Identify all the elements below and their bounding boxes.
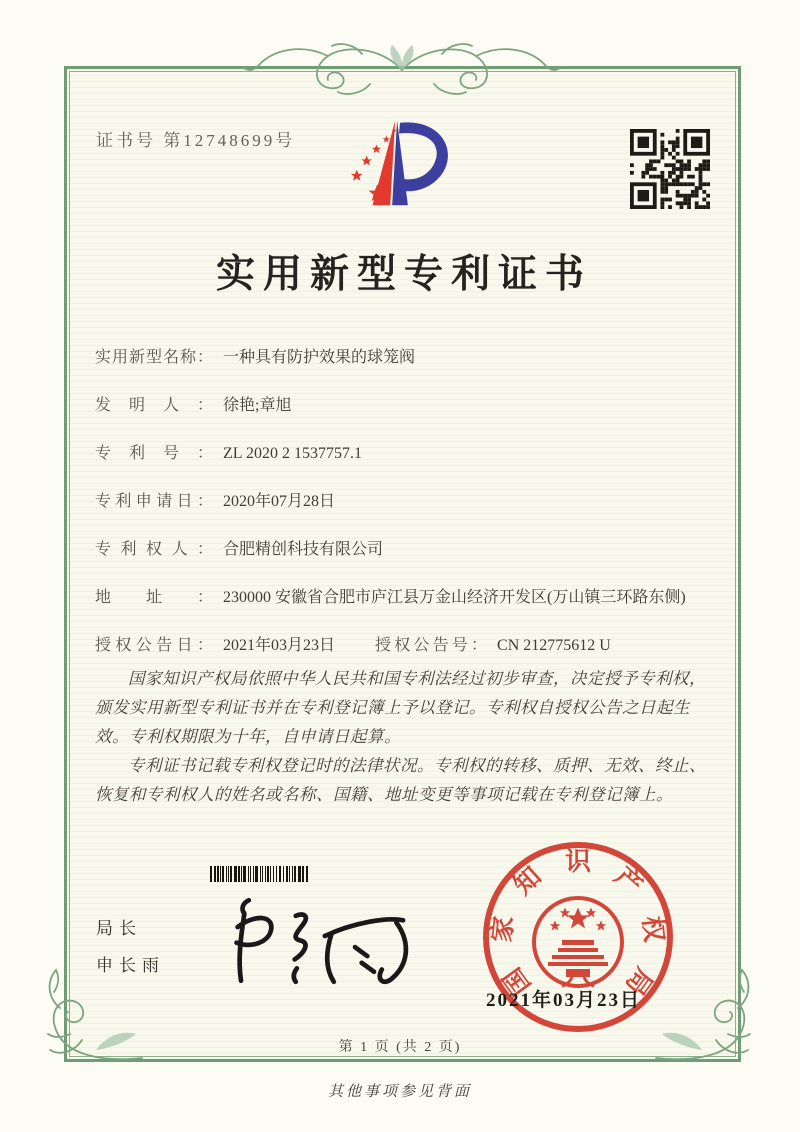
legal-paragraph: 国家知识产权局依照中华人民共和国专利法经过初步审查，决定授予专利权，颁发实用新型专利证书并在专利登记簿上予以登记。专利权自授权公告之日起生效。专利权期限为十年，自申请日起算。 — [95, 669, 706, 746]
field-label: 专利号： — [95, 445, 213, 462]
field-label: 专利权人： — [95, 541, 213, 558]
signature-script — [222, 893, 412, 989]
field-list — [95, 343, 718, 661]
field-label: 授权公告日： — [95, 637, 213, 654]
commissioner-name: 申长雨 — [96, 956, 165, 975]
field-value: 2021年03月23日 — [223, 637, 336, 654]
seal-char: 家 — [487, 914, 519, 944]
barcode — [210, 866, 308, 882]
grant-row — [95, 631, 718, 661]
cnipa-logo-icon — [343, 114, 461, 214]
certificate-number: 证书号 第12748699号 — [96, 131, 296, 150]
grant-number-pair — [375, 631, 611, 661]
seal-char: 识 — [564, 847, 592, 876]
field-label: 发明人： — [95, 397, 213, 414]
field-label: 实用新型名称： — [95, 349, 213, 366]
field-row-inventor — [95, 391, 718, 421]
field-value: 一种具有防护效果的球笼阀 — [223, 349, 416, 366]
field-label: 地址： — [95, 589, 213, 606]
field-value: ZL 2020 2 1537757.1 — [223, 445, 362, 462]
certificate-title: 实用新型专利证书 — [215, 253, 592, 296]
seal-char: 国 — [497, 962, 537, 1001]
page-number: 第 1 页 (共 2 页) — [338, 1040, 462, 1055]
legal-body — [95, 664, 716, 809]
field-value: 合肥精创科技有限公司 — [223, 541, 384, 558]
seal-char: 局 — [619, 962, 659, 1001]
field-row-name — [95, 343, 718, 373]
field-row-filing-date — [95, 487, 718, 517]
national-emblem-icon — [534, 898, 622, 986]
seal-date: 2021年03月23日 — [486, 990, 642, 1011]
field-value: 230000 安徽省合肥市庐江县万金山经济开发区(万山镇三环路东侧) — [223, 589, 686, 606]
field-label: 专利申请日： — [95, 493, 213, 510]
seal-char: 知 — [508, 861, 547, 901]
legal-paragraph: 专利证书记载专利权登记时的法律状况。专利权的转移、质押、无效、终止、恢复和专利权人的姓名或名称、国籍、地址变更等事项记载在专利登记簿上。 — [95, 756, 706, 804]
back-side-note: 其他事项参见背面 — [327, 1084, 472, 1100]
field-value: CN 212775612 U — [497, 637, 611, 654]
field-value: 2020年07月28日 — [223, 493, 336, 510]
grant-date-pair — [95, 631, 335, 661]
field-value: 徐艳;章旭 — [223, 397, 292, 414]
seal-char: 权 — [637, 914, 669, 944]
qr-code — [630, 129, 710, 209]
field-row-patent-no — [95, 439, 718, 469]
field-label: 授权公告号： — [375, 637, 488, 654]
seal-char: 产 — [609, 861, 648, 901]
field-row-patentee — [95, 535, 718, 565]
field-row-address — [95, 583, 718, 613]
commissioner-title: 局长 — [96, 919, 142, 938]
